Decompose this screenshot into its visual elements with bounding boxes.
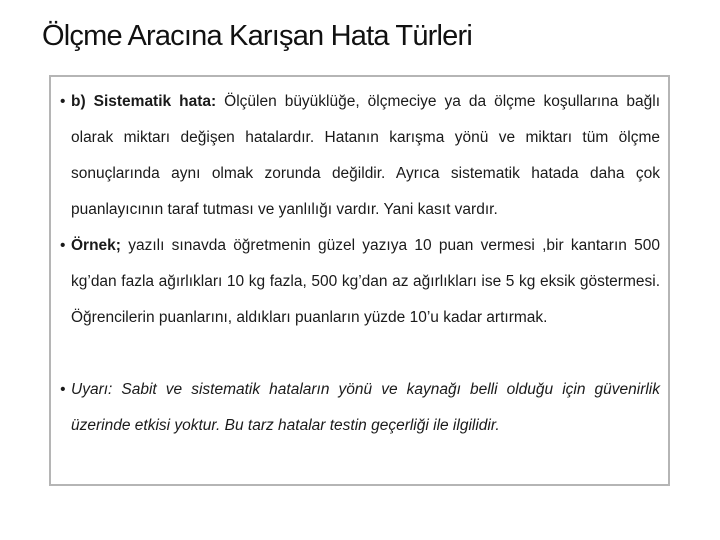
bullet-paragraph	[60, 372, 660, 444]
bullet-systematic-error	[60, 84, 660, 228]
slide-title: Ölçme Aracına Karışan Hata Türleri	[42, 20, 473, 52]
bullet-paragraph	[60, 228, 660, 336]
bullet-warning	[60, 372, 660, 444]
bullet-dot-icon: •	[60, 237, 66, 254]
bullet-paragraph	[60, 84, 660, 228]
bullet-dot-icon: •	[60, 381, 66, 398]
bullet-text: Uyarı: Sabit ve sistematik hataların yönü ve kaynağı belli olduğu için güvenirlik üzerinde etkisi yoktur. Bu tarz hatalar testin geçerliği ile ilgilidir.	[71, 381, 660, 434]
bullet-text: Ölçülen büyüklüğe, ölçmeciye ya da ölçme koşullarına bağlı olarak miktarı değişen hatalardır. Hatanın karışma yönü ve miktarı tüm ölçme sonuçlarında aynı olmak zorunda değildir. Ayrıca sistematik hatada daha çok puanlayıcının taraf tutması ve yanlılığı vardır. Yani kasıt vardır.	[71, 93, 660, 218]
bullet-label: b) Sistematik hata:	[71, 93, 217, 110]
bullet-text: yazılı sınavda öğretmenin güzel yazıya 10 puan vermesi ,bir kantarın 500 kg’dan fazla ağırlıkları 10 kg fazla, 500 kg’dan az ağırlıkları ise 5 kg eksik göstermesi. Öğrencilerin puanlarını, aldıkları puanların yüzde 10’u kadar artırmak.	[71, 237, 660, 326]
bullet-dot-icon: •	[60, 93, 66, 110]
bullet-example	[60, 228, 660, 336]
bullet-label: Örnek;	[71, 237, 121, 254]
content-box	[49, 75, 670, 486]
